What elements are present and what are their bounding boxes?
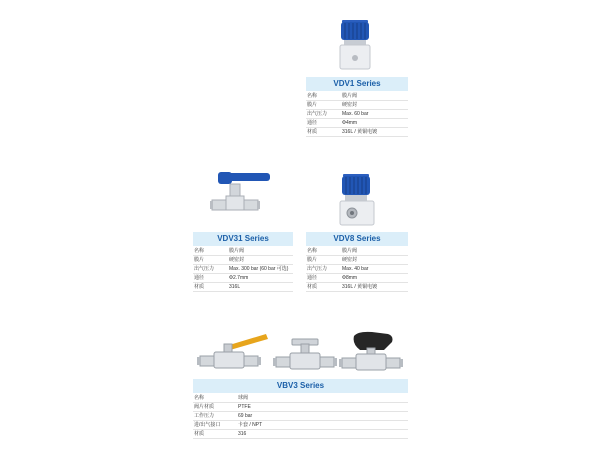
spec-label: 出气压力 (307, 111, 328, 117)
spec-value: Φ8mm (342, 275, 358, 281)
spec-value: 69 bar (238, 413, 253, 419)
spec-row (193, 283, 293, 292)
vdv1-valve-image (330, 18, 380, 73)
spec-value: 316L / 黄铜电镀 (342, 284, 378, 290)
spec-label: 名称 (307, 93, 318, 99)
spec-value: 卡套 / NPT (238, 422, 263, 428)
spec-value: Max. 300 bar (60 bar 可选) (229, 266, 289, 272)
spec-value: Φ4mm (342, 120, 358, 126)
spec-row (193, 412, 408, 421)
vbv3-title: VBV3 Series (193, 379, 408, 393)
spec-value: 膜片阀 (229, 248, 245, 254)
spec-row (306, 283, 408, 292)
spec-row (306, 101, 408, 110)
spec-value: 硬密封 (342, 102, 358, 108)
vdv31-spec-card (193, 232, 293, 294)
spec-label: 出气压力 (194, 266, 215, 272)
vbv3-spec-table (193, 394, 408, 439)
vbv3-spec-card (193, 379, 408, 441)
spec-row (306, 274, 408, 283)
spec-label: 膜片 (194, 257, 205, 263)
spec-value: Max. 60 bar (342, 111, 369, 117)
spec-label: 阀片材质 (194, 404, 215, 410)
vdv1-spec-card (306, 77, 408, 137)
spec-value: Max. 40 bar (342, 266, 369, 272)
spec-label: 材质 (307, 284, 318, 290)
spec-label: 出气压力 (307, 266, 328, 272)
spec-value: 316 (238, 431, 247, 437)
vdv8-spec-card (306, 232, 408, 294)
spec-value: 膜片阀 (342, 248, 358, 254)
spec-label: 通径 (194, 275, 205, 281)
spec-row (193, 274, 293, 283)
spec-value: 膜片阀 (342, 93, 358, 99)
spec-row (306, 256, 408, 265)
vdv1-title: VDV1 Series (306, 77, 408, 91)
spec-row (193, 256, 293, 265)
vdv31-valve-image (210, 170, 280, 225)
spec-label: 膜片 (307, 102, 318, 108)
vdv1-spec-table (306, 92, 408, 137)
spec-label: 膜片 (307, 257, 318, 263)
vbv3-ball-valve-yellow-handle-image (196, 330, 272, 375)
vdv8-valve-image (330, 172, 380, 230)
spec-row (193, 403, 408, 412)
spec-value: 球阀 (238, 395, 249, 401)
spec-value: PTFE (238, 404, 251, 410)
spec-value: 316L / 黄铜电镀 (342, 129, 378, 135)
spec-row (306, 247, 408, 256)
vdv8-spec-table (306, 247, 408, 292)
spec-row (193, 394, 408, 403)
spec-value: 硬密封 (229, 257, 245, 263)
spec-label: 通径 (307, 275, 318, 281)
spec-label: 工作压力 (194, 413, 215, 419)
spec-label: 进/出气接口 (194, 422, 221, 428)
spec-row (193, 430, 408, 439)
spec-label: 材质 (194, 284, 205, 290)
spec-row (306, 265, 408, 274)
vdv8-title: VDV8 Series (306, 232, 408, 246)
vbv3-ball-valve-black-handle-image (338, 330, 406, 376)
spec-label: 通径 (307, 120, 318, 126)
spec-value: 316L (229, 284, 241, 290)
spec-row (306, 119, 408, 128)
vbv3-ball-valve-tee-handle-image (272, 335, 338, 377)
vdv31-spec-table (193, 247, 293, 292)
vdv31-title: VDV31 Series (193, 232, 293, 246)
spec-value: Φ2.7mm (229, 275, 249, 281)
spec-row (306, 128, 408, 137)
spec-label: 名称 (194, 248, 205, 254)
spec-row (306, 110, 408, 119)
spec-row (193, 265, 293, 274)
spec-label: 材质 (307, 129, 318, 135)
spec-label: 材质 (194, 431, 205, 437)
spec-row (193, 421, 408, 430)
spec-label: 名称 (307, 248, 318, 254)
spec-label: 名称 (194, 395, 205, 401)
spec-row (193, 247, 293, 256)
spec-value: 硬密封 (342, 257, 358, 263)
spec-row (306, 92, 408, 101)
